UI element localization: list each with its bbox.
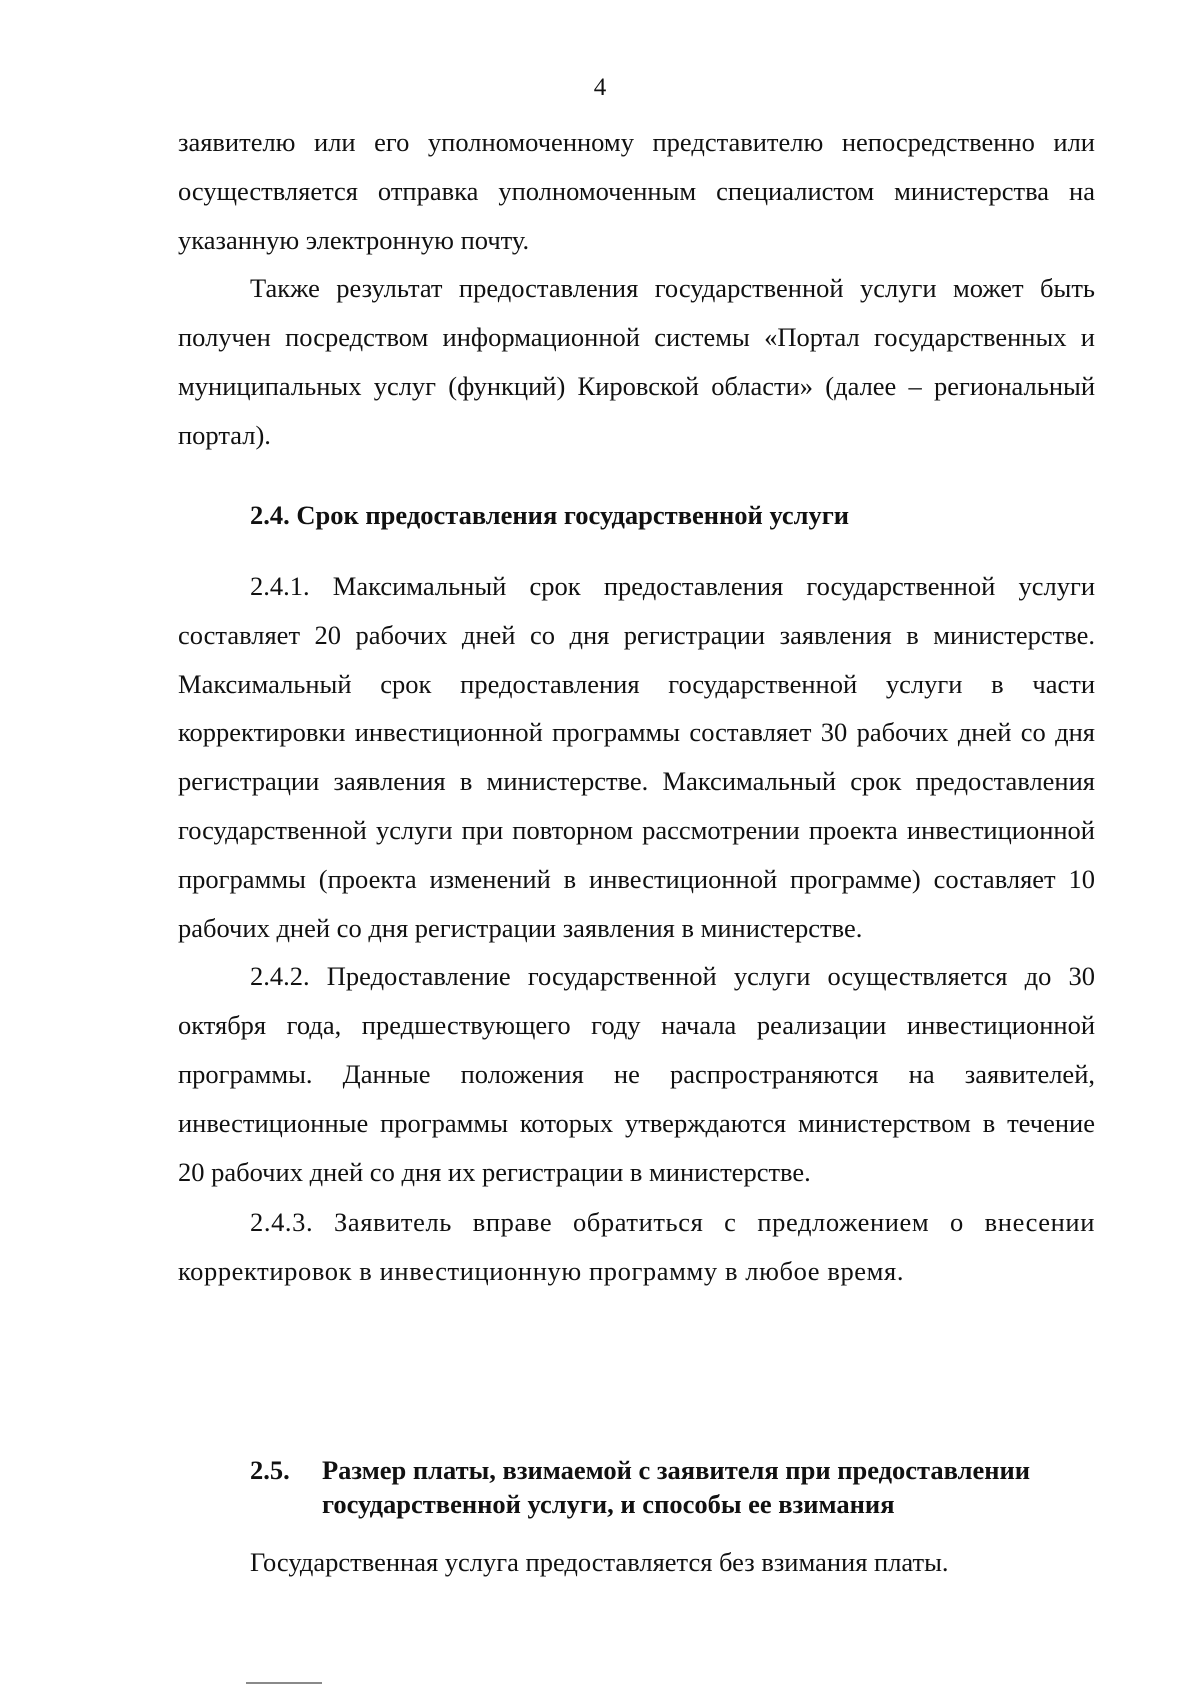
page-number: 4 — [593, 74, 607, 101]
section-2-4-body — [178, 562, 1095, 1296]
section-heading-2-5 — [250, 1453, 1100, 1521]
paragraph-2-4-3: 2.4.3. Заявитель вправе обратиться с предложением о внесении корректировок в инвестиционную программу в любое время. — [178, 1207, 1095, 1287]
paragraph-regional-portal: Также результат предоставления государственной услуги может быть получен посредством информационной системы «Портал государственных и муниципальных услуг (функций) Кировской области» (далее – региональный портал). — [178, 273, 1095, 450]
section-title-2-5: Размер платы, взимаемой с заявителя при предоставлении государственной услуги, и способы ее взимания — [322, 1455, 1031, 1519]
paragraph-2-4-2: 2.4.2. Предоставление государственной услуги осуществляется до 30 октября года, предшествующего году начала реализации инвестиционной программы. Данные положения не распространяются на заявителей, инвестиционные программы которых утверждаются министерством в течение 20 рабочих дней со дня их регистрации в министерстве. — [178, 961, 1095, 1187]
paragraph-result-delivery: заявителю или его уполномоченному представителю непосредственно или осуществляется отправка уполномоченным специалистом министерства на указанную электронную почту. — [178, 127, 1095, 255]
section-2-5-body — [178, 1538, 1095, 1587]
section-heading-2-4: 2.4. Срок предоставления государственной услуги — [250, 500, 850, 530]
intro-block — [178, 118, 1095, 460]
section-number-2-5: 2.5. — [250, 1455, 290, 1485]
paragraph-2-4-1: 2.4.1. Максимальный срок предоставления государственной услуги составляет 20 рабочих дней со дня регистрации заявления в министерстве. Максимальный срок предоставления государственной услуги в части корректировки инвестиционной программы составляет 30 рабочих дней со дня регистрации заявления в министерстве. Максимальный срок предоставления государственной услуги при повторном рассмотрении проекта инвестиционной программы (проекта изменений в инвестиционной программе) составляет 10 рабочих дней со дня регистрации заявления в министерстве. — [178, 571, 1095, 943]
footer-scan-mark — [246, 1682, 322, 1688]
paragraph-2-5-fee: Государственная услуга предоставляется без взимания платы. — [250, 1547, 949, 1577]
